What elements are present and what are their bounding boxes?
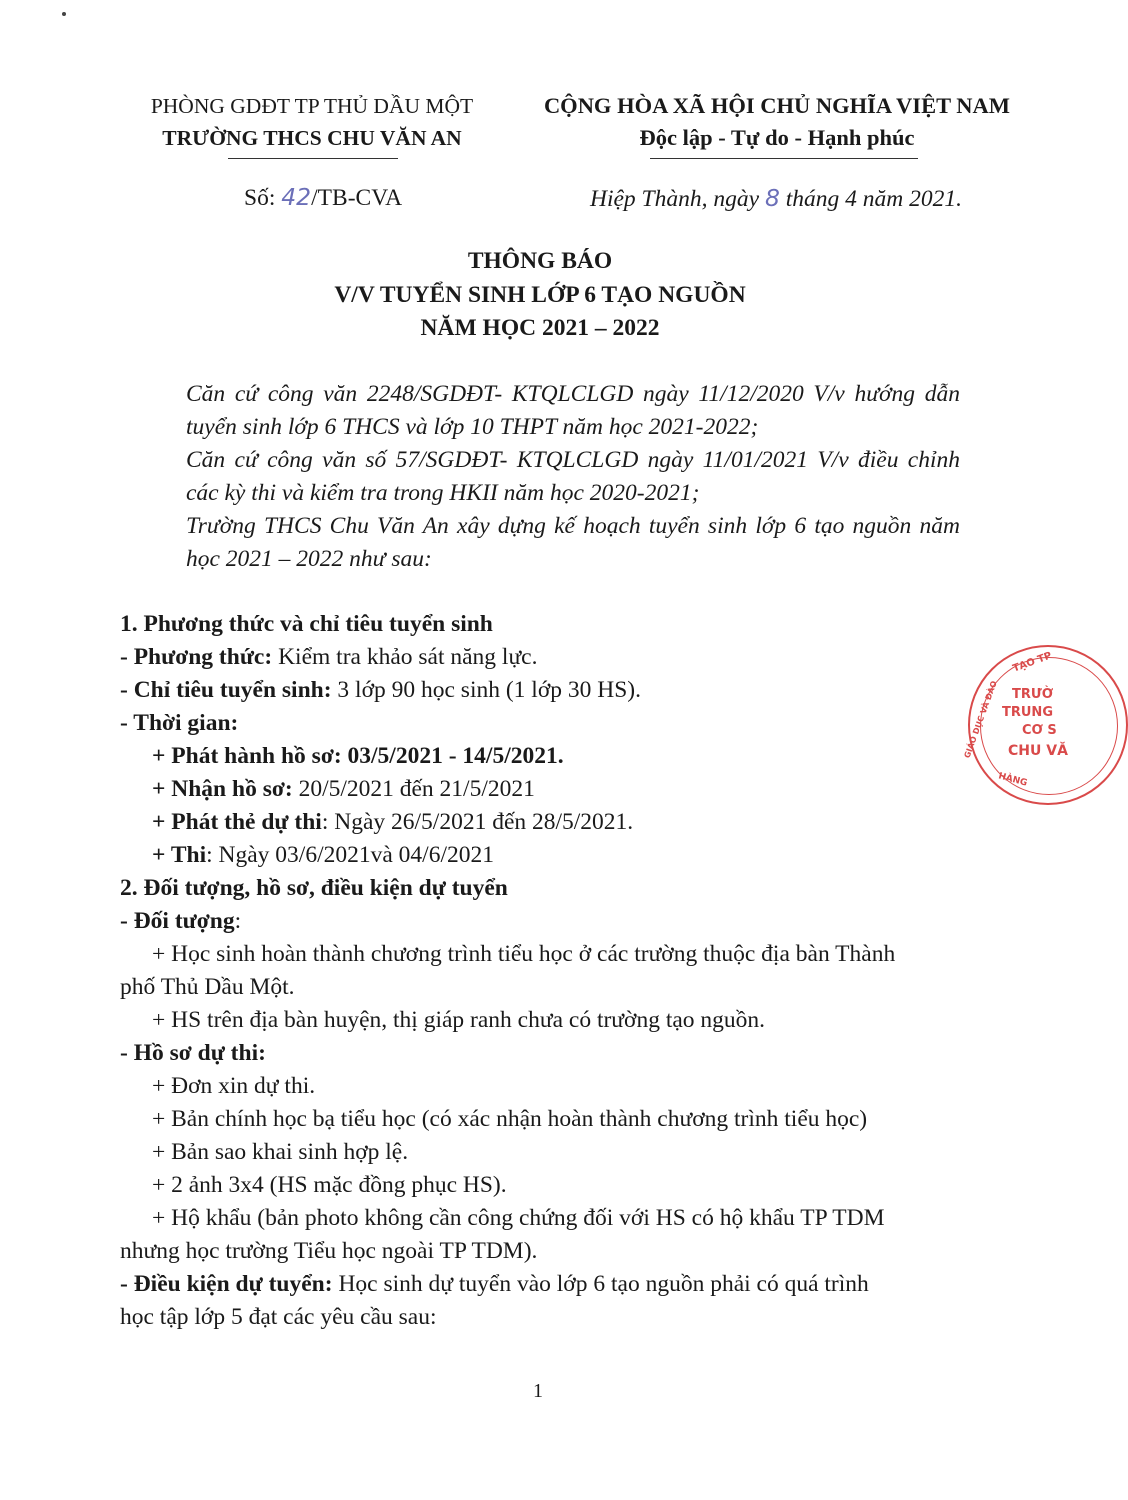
national-name: CỘNG HÒA XÃ HỘI CHỦ NGHĨA VIỆT NAM [543, 93, 1011, 118]
scan-speck [62, 12, 66, 16]
issuer-block [112, 90, 512, 154]
intro-paragraph-1: Căn cứ công văn 2248/SGDĐT- KTQLCLGD ngày 11/12/2020 V/v hướng dẫn tuyển sinh lớp 6 THCS và lớp 10 THPT năm học 2021-2022; [186, 381, 960, 440]
time-label: - Thời gian: [120, 710, 239, 736]
seal-side-arc: GIÁO DỤC VÀ ĐÀO [962, 679, 999, 760]
subject-label: - Đối tượng: [120, 908, 242, 934]
card-line: + Phát thẻ dự thi: Ngày 26/5/2021 đến 28/5/2021. [152, 809, 634, 835]
docs-item-4: + 2 ảnh 3x4 (HS mặc đồng phục HS). [152, 1172, 507, 1198]
condition-line-b: học tập lớp 5 đạt các yêu cầu sau: [120, 1304, 437, 1330]
issuer-department: PHÒNG GDĐT TP THỦ DẦU MỘT [150, 94, 474, 118]
place-date: Hiệp Thành, ngày 8 tháng 4 năm 2021. [590, 184, 963, 212]
title-line-3: NĂM HỌC 2021 – 2022 [420, 315, 660, 341]
subject-item-2: + HS trên địa bàn huyện, thị giáp ranh chưa có trường tạo nguồn. [152, 1007, 766, 1033]
method-line: - Phương thức: Kiểm tra khảo sát năng lực. [120, 644, 538, 670]
national-header [512, 90, 1042, 154]
seal-line-1: TRƯỜ [1012, 687, 1054, 702]
national-motto: Độc lập - Tự do - Hạnh phúc [639, 125, 915, 150]
subject-item-1b: phố Thủ Dầu Một. [120, 974, 295, 1000]
issuer-school: TRƯỜNG THCS CHU VĂN AN [162, 126, 462, 150]
seal-bottom-arc: HÀNG [997, 771, 1029, 789]
docs-item-5b: nhưng học trường Tiểu học ngoài TP TDM). [120, 1238, 538, 1264]
title-line-2: V/V TUYỂN SINH LỚP 6 TẠO NGUỒN [334, 282, 746, 308]
seal-line-2: TRUNG [1002, 705, 1053, 720]
intro-paragraph-3: Trường THCS Chu Văn An xây dựng kế hoạch tuyển sinh lớp 6 tạo nguồn năm học 2021 – 2022 như sau: [186, 513, 960, 572]
seal-line-4: CHU VĂ [1008, 743, 1068, 759]
subject-item-1a: + Học sinh hoàn thành chương trình tiểu học ở các trường thuộc địa bàn Thành [152, 941, 896, 967]
motto-underline [650, 158, 918, 159]
quota-line: - Chỉ tiêu tuyển sinh: 3 lớp 90 học sinh (1 lớp 30 HS). [120, 677, 642, 703]
section-2-heading: 2. Đối tượng, hồ sơ, điều kiện dự tuyển [120, 875, 508, 901]
condition-line-a: - Điều kiện dự tuyển: Học sinh dự tuyển vào lớp 6 tạo nguồn phải có quá trình [120, 1271, 869, 1297]
handwritten-day: 8 [764, 184, 780, 212]
docs-item-5a: + Hộ khẩu (bản photo không cần công chứng đối với HS có hộ khẩu TP TDM [152, 1205, 885, 1231]
seal-line-3: CƠ S [1022, 723, 1057, 738]
title-line-1: THÔNG BÁO [467, 248, 613, 274]
receive-line: + Nhận hồ sơ: 20/5/2021 đến 21/5/2021 [152, 776, 535, 802]
seal-inner-ring [980, 657, 1118, 795]
handwritten-number: 42 [281, 183, 312, 211]
page-number: 1 [533, 1380, 543, 1402]
docs-item-3: + Bản sao khai sinh hợp lệ. [152, 1139, 409, 1165]
docs-item-2: + Bản chính học bạ tiểu học (có xác nhận hoàn thành chương trình tiểu học) [152, 1106, 868, 1132]
exam-line: + Thi: Ngày 03/6/2021và 04/6/2021 [152, 842, 494, 868]
document-number: Số: 42/TB-CVA [244, 183, 403, 211]
docs-label: - Hồ sơ dự thi: [120, 1040, 266, 1066]
issuer-underline [228, 158, 398, 159]
issue-line: + Phát hành hồ sơ: 03/5/2021 - 14/5/2021. [152, 743, 564, 769]
docs-item-1: + Đơn xin dự thi. [152, 1073, 316, 1099]
section-1-heading: 1. Phương thức và chỉ tiêu tuyển sinh [120, 611, 493, 637]
intro-paragraph-2: Căn cứ công văn số 57/SGDĐT- KTQLCLGD ngày 11/01/2021 V/v điều chỉnh các kỳ thi và kiểm tra trong HKII năm học 2020-2021; [186, 447, 960, 506]
seal-top-arc: TẠO TP [1011, 650, 1054, 675]
official-seal [962, 645, 1128, 805]
